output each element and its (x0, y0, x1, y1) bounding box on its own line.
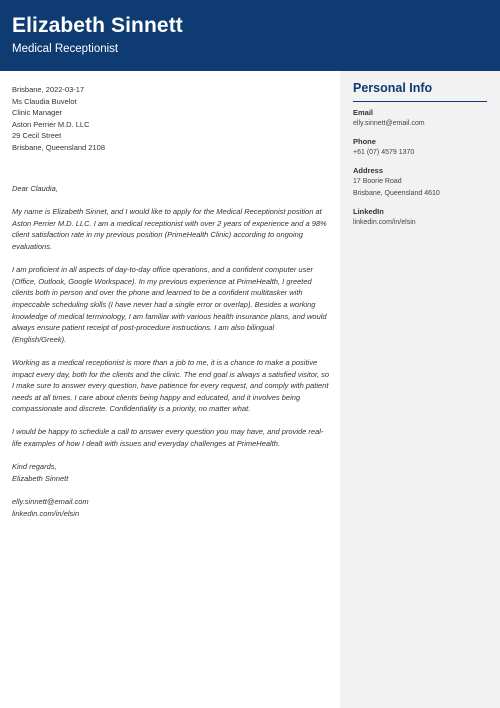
info-email (353, 107, 493, 130)
recipient-block (12, 84, 330, 154)
letter-contact-linkedin[interactable]: linkedin.com/in/elsin (12, 508, 80, 518)
letter-contact-email[interactable]: elly.sinnett@email.com (12, 497, 89, 507)
letter-greeting: Dear Claudia, (12, 184, 58, 193)
info-linkedin (353, 206, 493, 229)
applicant-name: Elizabeth Sinnett (12, 14, 183, 37)
recipient-name: Ms Claudia Buvelot (12, 96, 77, 106)
personal-info-sidebar (340, 71, 500, 708)
info-email-label: Email (353, 108, 374, 117)
sidebar-divider (353, 101, 487, 102)
letter-date: Brisbane, 2022-03-17 (12, 85, 85, 94)
info-email-value[interactable]: elly.sinnett@email.com (353, 120, 425, 127)
letter-paragraph: I am proficient in all aspects of day-to-day office operations, and a confident computer user (Office, Outlook, Google Workspace). In my previous experience at PrimeHealth, I greeted clients both in person and over the phone and learned to be a confident multitasker with impeccable scheduling skills (I have never had a single error or overlap). Besides a working knowledge of medical terminology, I am familiar with various health insurance plans, and would always ensure patient receipt of post-procedure instructions. I am also bilingual (English/Greek). (12, 265, 327, 344)
header-banner (0, 0, 500, 71)
info-address-label: Address (353, 166, 384, 175)
letter-closing: Kind regards, (12, 462, 57, 472)
info-linkedin-label: LinkedIn (353, 207, 384, 216)
info-address-line: 17 Boorie Road (353, 178, 402, 185)
recipient-street: 29 Cecil Street (12, 131, 62, 141)
recipient-company: Aston Perrier M.D. LLC (12, 119, 90, 129)
letter-body (12, 183, 330, 519)
info-phone (353, 136, 493, 159)
info-linkedin-value[interactable]: linkedin.com/in/elsin (353, 219, 416, 226)
recipient-title: Clinic Manager (12, 108, 63, 118)
letter-signature: Elizabeth Sinnett (12, 473, 69, 483)
letter-paragraph: Working as a medical receptionist is more than a job to me, it is a chance to make a positive impact every day, both for the clients and the clinic. The end goal is always a satisfied visitor, so I make sure to answer every question, have patience for every request, and comply with patient needs at all times. I care about clients being happy and educated, and it involves being compassionate and discrete. Confidentiality is a priority, no matter what. (12, 357, 330, 414)
info-address (353, 165, 493, 199)
applicant-role: Medical Receptionist (12, 43, 119, 55)
letter-paragraph: My name is Elizabeth Sinnet, and I would like to apply for the Medical Receptionist position at Aston Perrier M.D. LLC. I am a medical receptionist with over 2 years of experience and a 98% client satisfaction rate in my previous position (PrimeHealth Clinic) according to ongoing evaluations. (12, 207, 327, 251)
info-address-line: Brisbane, Queensland 4610 (353, 189, 440, 197)
info-phone-label: Phone (353, 137, 376, 146)
recipient-city: Brisbane, Queensland 2108 (12, 142, 105, 152)
info-phone-value[interactable]: +61 (07) 4579 1370 (353, 149, 415, 156)
sidebar-title: Personal Info (353, 81, 433, 95)
letter-paragraph: I would be happy to schedule a call to answer every question you may have, and provide real-life examples of how I dealt with issues and everyday challenges at PrimeHealth. (12, 427, 324, 449)
